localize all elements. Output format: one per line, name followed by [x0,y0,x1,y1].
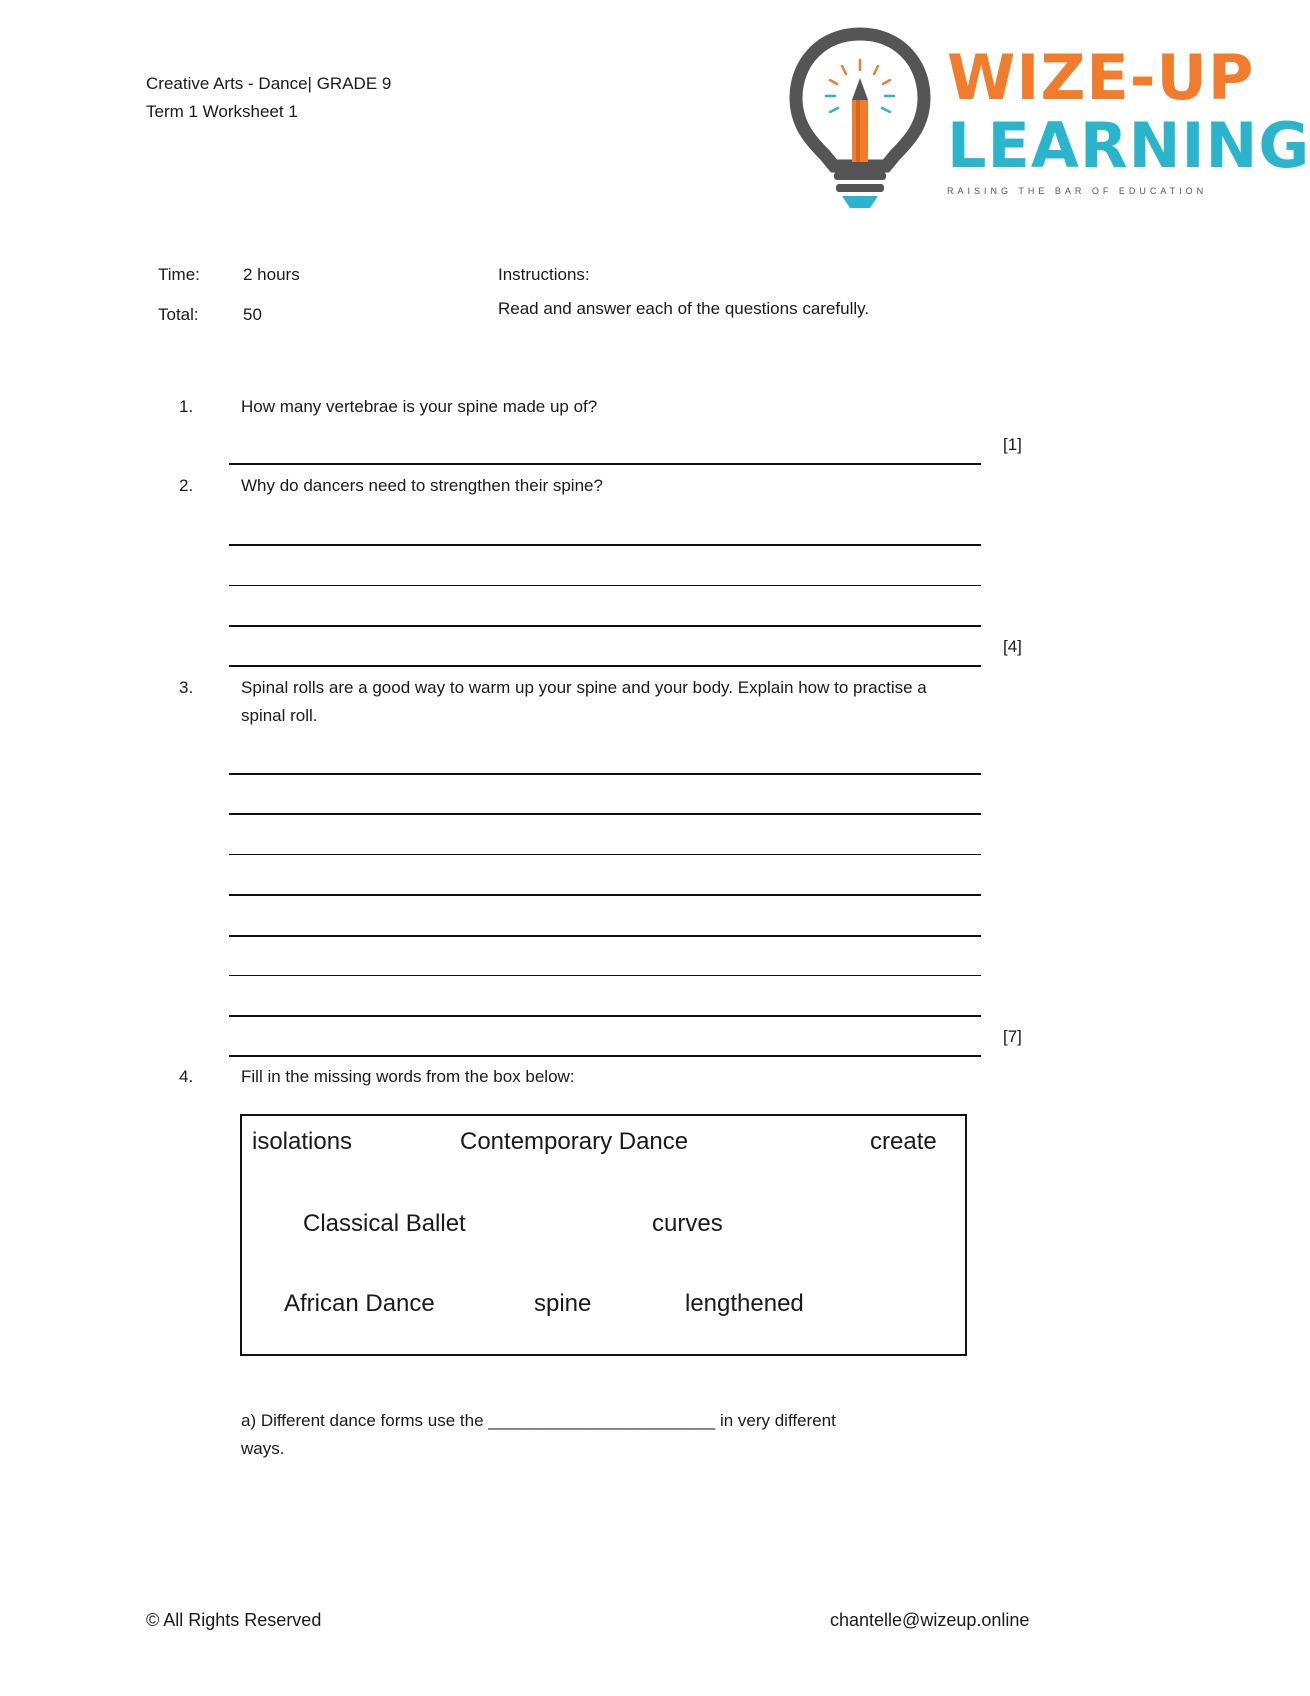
fill-in-a-before: a) Different dance forms use the [241,1411,484,1430]
word-option: African Dance [284,1290,435,1317]
answer-line[interactable] [229,975,981,976]
question-2-text: Why do dancers need to strengthen their spine? [241,476,603,495]
answer-line[interactable] [229,773,981,775]
total-value: 50 [243,305,262,324]
question-2-number: 2. [179,476,194,495]
footer-rights: © All Rights Reserved [146,1610,322,1630]
answer-line[interactable] [229,894,981,896]
question-1-text: How many vertebrae is your spine made up of? [241,397,598,416]
question-3-number: 3. [179,678,194,697]
answer-line[interactable] [229,625,981,627]
question-2-marks: [4] [1003,637,1022,656]
wize-up-logo [790,26,1310,216]
answer-line[interactable] [229,1015,981,1017]
word-box [240,1114,967,1356]
answer-line[interactable] [229,665,981,667]
instructions-label: Instructions: [498,265,590,284]
fill-in-a [241,1407,981,1435]
logo-tagline: RAISING THE BAR OF EDUCATION [947,186,1208,196]
answer-line[interactable] [229,585,981,586]
question-3-marks: [7] [1003,1027,1022,1046]
word-option: curves [652,1210,723,1237]
answer-line[interactable] [229,1055,981,1057]
header-subject: Creative Arts - Dance| GRADE 9 [146,74,392,93]
word-option: Contemporary Dance [460,1128,689,1155]
word-option: isolations [252,1128,353,1155]
instructions-text: Read and answer each of the questions carefully. [498,299,870,318]
word-option: lengthened [685,1290,804,1317]
question-1-marks: [1] [1003,435,1022,454]
question-3-text: Spinal rolls are a good way to warm up your spine and your body. Explain how to practise a spinal roll. [241,678,927,725]
word-option: spine [534,1290,592,1317]
fill-in-blank[interactable]: ________________________ [488,1411,716,1430]
logo-line1: WIZE-UP [947,41,1255,114]
answer-line[interactable] [229,935,981,937]
time-label: Time: [158,265,200,284]
question-1-number: 1. [179,397,194,416]
answer-line[interactable] [229,813,981,815]
fill-in-a-end: ways. [241,1439,285,1458]
header-worksheet: Term 1 Worksheet 1 [146,102,298,121]
word-option: Classical Ballet [303,1210,466,1237]
footer-email[interactable]: chantelle@wizeup.online [830,1610,1030,1630]
answer-line[interactable] [229,854,981,855]
lightbulb-pencil-icon [790,26,930,216]
question-4-text: Fill in the missing words from the box below: [241,1067,575,1086]
total-label: Total: [158,305,199,324]
answer-line[interactable] [229,544,981,546]
time-value: 2 hours [243,265,300,284]
question-4-number: 4. [179,1067,194,1086]
word-option: create [870,1128,937,1155]
answer-line[interactable] [229,463,981,465]
fill-in-a-after: in very different [719,1411,836,1430]
logo-line2: LEARNING [947,109,1310,182]
